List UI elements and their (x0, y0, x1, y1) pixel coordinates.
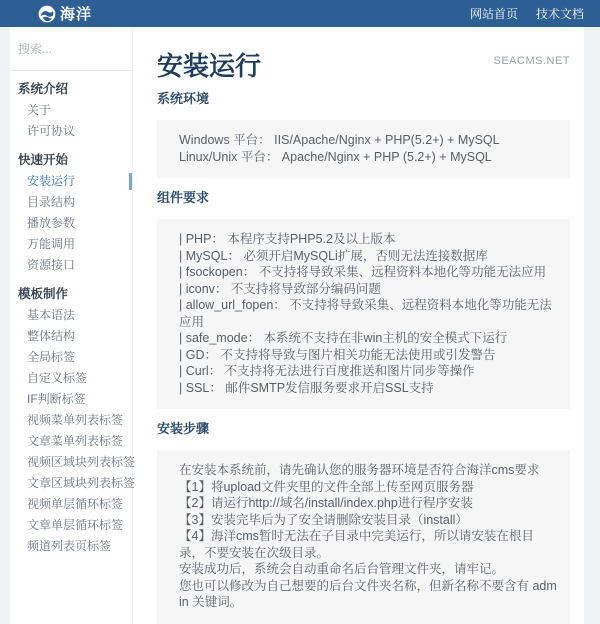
section-heading: 组件要求 (157, 190, 210, 205)
page-container (10, 27, 584, 624)
sidebar-group (10, 284, 136, 557)
sidebar-item[interactable]: 播放参数 (27, 216, 76, 230)
code-line: | allow_url_fopen： 不支持将导致采集、远程资料本地化等功能无法应用 (179, 298, 552, 329)
code-block (157, 450, 570, 624)
sidebar-item[interactable]: 目录结构 (27, 195, 76, 209)
sidebar-item[interactable]: 全局标签 (27, 350, 76, 364)
code-line: Linux/Unix 平台： Apache/Nginx + PHP (5.2+) + MySQL (179, 149, 492, 164)
content-section (157, 422, 570, 624)
sidebar-nav (10, 79, 136, 557)
sidebar-group-title: 系统介绍 (18, 82, 69, 96)
sidebar-item[interactable]: 文章单层循环标签 (27, 518, 124, 532)
header-nav (470, 5, 584, 22)
sidebar-item[interactable]: IF判断标签 (27, 392, 86, 406)
sidebar-group-list (10, 171, 132, 276)
code-line: | iconv： 不支持将导致部分编码问题 (179, 281, 381, 296)
sidebar-item[interactable]: 整体结构 (27, 329, 76, 343)
sidebar-item[interactable]: 万能调用 (27, 237, 76, 251)
code-block (157, 120, 570, 178)
sidebar-item[interactable]: 视频单层循环标签 (27, 497, 124, 511)
site-watermark: SEACMS.NET (493, 55, 570, 67)
section-heading: 系统环境 (157, 91, 210, 106)
sidebar-item[interactable]: 关于 (27, 103, 52, 117)
code-block (157, 219, 570, 409)
page-title: 安装运行 (157, 51, 262, 81)
code-line: 【4】海洋cms暂时无法在子目录中完美运行，所以请安装在根目录，不要安装在次级目录。 (179, 529, 534, 560)
code-line: | GD： 不支持将导致与图片相关功能无法使用或引发警告 (179, 347, 496, 362)
sidebar (10, 27, 136, 624)
sidebar-group-list (10, 305, 136, 557)
code-line: 您也可以修改为自己想要的后台文件夹名称，但新名称不要含有 admin 关键词。 (179, 578, 557, 609)
wave-logo-icon (38, 5, 56, 23)
content-section (157, 92, 570, 178)
sidebar-item[interactable]: 许可协议 (27, 124, 76, 138)
section-heading: 安装步骤 (157, 421, 210, 436)
sidebar-item[interactable]: 文章区域块列表标签 (27, 476, 136, 490)
code-line: | safe_mode： 本系统不支持在非win主机的安全模式下运行 (179, 331, 508, 345)
sidebar-item[interactable]: 视频区域块列表标签 (27, 455, 136, 469)
sidebar-item[interactable]: 自定义标签 (27, 371, 88, 385)
sidebar-item[interactable]: 频道列表页标签 (27, 539, 112, 553)
logo-text: 海洋 (60, 6, 93, 23)
content-section (157, 191, 570, 409)
header (0, 0, 600, 27)
sidebar-item[interactable]: 视频菜单列表标签 (27, 413, 124, 427)
code-line: 【3】安装完毕后为了安全请删除安装目录（install） (179, 512, 468, 527)
sidebar-item[interactable]: 安装运行 (10, 171, 132, 192)
sections-container (157, 92, 570, 624)
sidebar-item[interactable]: 基本语法 (27, 308, 76, 322)
sidebar-group (10, 79, 132, 142)
nav-link-tech-docs[interactable]: 技术文档 (535, 7, 584, 21)
code-line: 【1】将upload文件夹里的文件全部上传至网页服务器 (179, 479, 474, 494)
logo[interactable] (38, 3, 92, 24)
nav-link-site-home[interactable]: 网站首页 (469, 7, 518, 21)
code-line: | SSL： 邮件SMTP发信服务要求开启SSL支持 (179, 380, 434, 395)
search-input[interactable] (18, 42, 124, 56)
code-line: | PHP： 本程序支持PHP5.2及以上版本 (179, 232, 396, 246)
sidebar-group-list (10, 100, 132, 142)
code-line: | MySQL： 必须开启MySQLi扩展，否则无法连接数据库 (179, 248, 488, 263)
sidebar-group (10, 150, 132, 276)
title-row (157, 53, 570, 79)
code-line: 安装成功后，系统会自动重命名后台管理文件夹，请牢记。 (179, 562, 505, 576)
code-line: | fsockopen： 不支持将导致采集、远程资料本地化等功能无法应用 (179, 265, 547, 279)
code-line: | Curl： 不支持将无法进行百度推送和图片同步等操作 (179, 364, 475, 378)
sidebar-group-title: 模板制作 (18, 287, 69, 301)
code-line: 【2】请运行http://域名/install/index.php进行程序安装 (179, 496, 473, 510)
code-line: 在安装本系统前，请先确认您的服务器环境是否符合海洋cms要求 (179, 463, 540, 477)
code-line: Windows 平台： IIS/Apache/Nginx + PHP(5.2+) + MySQL (179, 133, 500, 147)
main-content (133, 27, 584, 624)
sidebar-item[interactable]: 资源接口 (27, 258, 76, 272)
sidebar-group-title: 快速开始 (18, 153, 69, 167)
search-box (10, 27, 132, 71)
sidebar-item[interactable]: 文章菜单列表标签 (27, 434, 124, 448)
